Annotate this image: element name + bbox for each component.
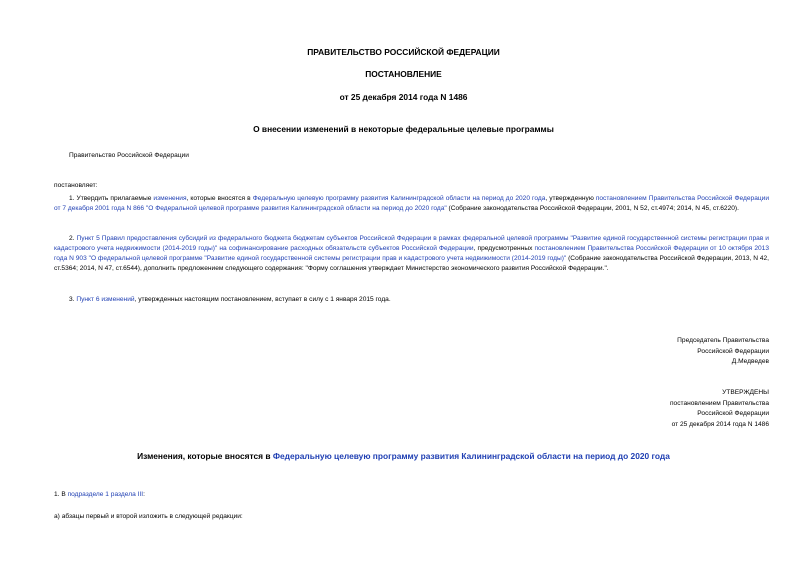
approved-date: от 25 декабря 2014 года N 1486	[671, 420, 769, 428]
signature-name: Д.Медведев	[731, 358, 769, 365]
approved-by: постановлением Правительства	[669, 399, 769, 407]
approved-block	[560, 388, 769, 430]
clause-1-link-changes[interactable]: изменения	[153, 195, 187, 202]
signature-country: Российской Федерации	[697, 347, 769, 355]
signature-block	[560, 336, 769, 368]
clause-2-link-resolution[interactable]: постановлением Правительства Российской Федерации от 10 октября 2013 года N 903 "О федеральной целевой программе "Развитие единой государственной системы регистрации прав и кадастрового учета недвижимости (2014-2019 годы)"	[54, 245, 770, 262]
date-number: от 25 декабря 2014 года N 1486	[339, 92, 468, 102]
clause-2: 2. Пункт 5 Правил предоставления субсидий из федерального бюджета бюджетам субъектов Российской Федерации в рамках федеральной целевой программы "Развитие единой государственной системы регистрации прав и кадастрового учета недвижимости (2014-2019 годы)" на софинансирование расходных обязательств субъектов Российской Федерации, предусмотренных постановлением Правительства Российской Федерации от 10 октября 2013 года N 903 "О федеральной целевой программе "Развитие единой государственной системы регистрации прав и кадастрового учета недвижимости (2014-2019 годы)" (Собрание законодательства Российской Федерации, 2013, N 42, ст.5364; 2014, N 47, ст.6544), дополнить предложением следующего содержания: "Форму соглашения утверждает Министерство экономического развития Российской Федерации.".	[54, 235, 770, 272]
changes-title: Изменения, которые вносятся в Федеральную целевую программу развития Калининградской области на период до 2020 года	[137, 451, 670, 461]
document-title: О внесении изменений в некоторые федеральные целевые программы	[253, 124, 554, 134]
approved-label: УТВЕРЖДЕНЫ	[722, 389, 769, 396]
changes-title-link[interactable]: Федеральную целевую программу развития Калининградской области на период до 2020 года	[272, 451, 670, 461]
clause-2-link-rules[interactable]: Пункт 5 Правил предоставления субсидий из федерального бюджета бюджетам субъектов Российской Федерации в рамках федеральной целевой программы "Развитие единой государственной системы регистрации прав и кадастрового учета недвижимости (2014-2019 годы)" на софинансирование расходных обязательств субъектов Российской Федерации	[54, 235, 769, 252]
doc-type-heading: ПОСТАНОВЛЕНИЕ	[365, 69, 442, 79]
clause-3: 3. Пункт 6 изменений, утвержденных настоящим постановлением, вступает в силу с 1 января 2015 года.	[69, 296, 391, 303]
signature-position: Председатель Правительства	[677, 337, 769, 344]
clause-1-link-resolution[interactable]: постановлением Правительства Российской Федерации от 7 декабря 2001 года N 866 "О Федеральной целевой программе развития Калининградской области на период до 2020 года"	[54, 195, 769, 212]
approved-country: Российской Федерации	[697, 410, 769, 417]
clause-1: 1. Утвердить прилагаемые изменения, которые вносятся в Федеральную целевую программу развития Калининградской области на период до 2020 года, утвержденную постановлением Правительства Российской Федерации от 7 декабря 2001 года N 866 "О Федеральной целевой программе развития Калининградской области на период до 2020 года" (Собрание законодательства Российской Федерации, 2001, N 52, ст.4974; 2014, N 45, ст.6220).	[54, 195, 769, 212]
item-1: 1. В подразделе 1 раздела III:	[54, 491, 145, 498]
government-heading: ПРАВИТЕЛЬСТВО РОССИЙСКОЙ ФЕДЕРАЦИИ	[307, 47, 500, 57]
item-1-link-subsection[interactable]: подразделе 1 раздела III	[67, 491, 144, 498]
clause-3-link-item6[interactable]: Пункт 6 изменений	[76, 296, 135, 303]
resolves-line: постановляет:	[54, 182, 98, 189]
clause-1-link-program[interactable]: Федеральную целевую программу развития Калининградской области на период до 2020 года	[252, 195, 546, 202]
item-1a: а) абзацы первый и второй изложить в следующей редакции:	[54, 513, 243, 520]
issuer-line: Правительство Российской Федерации	[69, 152, 189, 159]
